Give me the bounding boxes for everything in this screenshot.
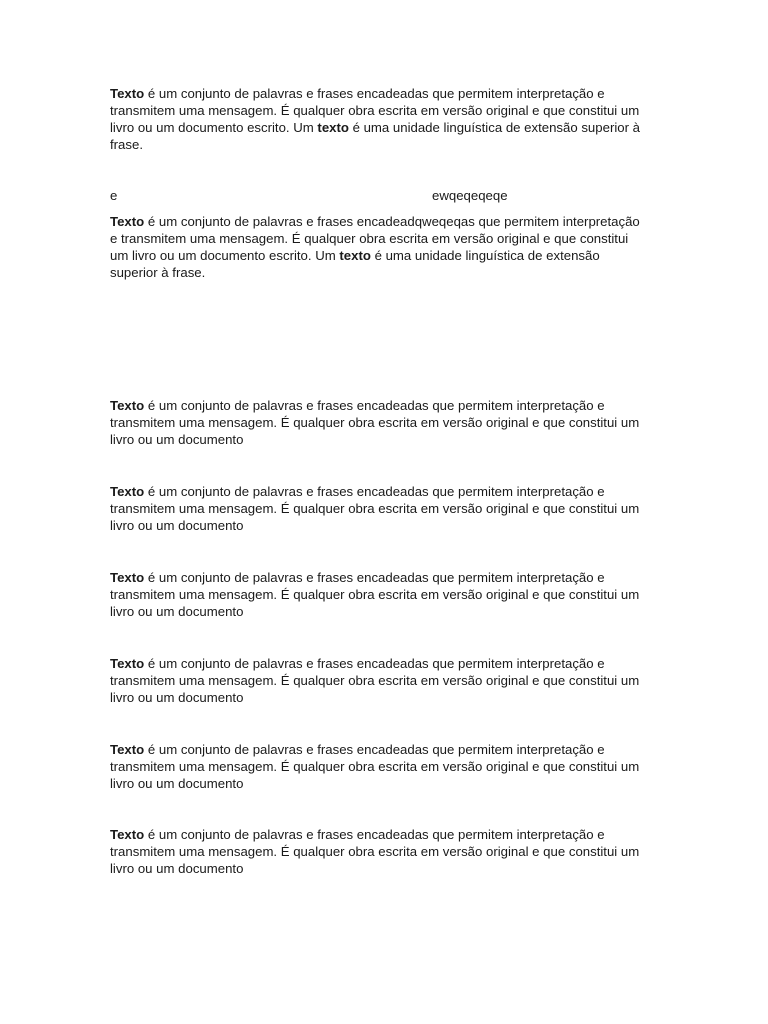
paragraph-2: [110, 213, 650, 281]
paragraph-text: é um conjunto de palavras e frases encadeadas que permitem interpretação e transmitem uma mensagem. É qualquer obra escrita em versão original e que constitui um livro ou um documento: [110, 827, 640, 876]
bold-term: Texto: [110, 656, 145, 671]
split-line-left: e: [110, 188, 118, 203]
bold-term: texto: [317, 120, 349, 135]
bold-term: Texto: [110, 214, 145, 229]
paragraph-text: é uma unidade linguística de extensão superior à frase.: [110, 120, 640, 152]
paragraph-text: é um conjunto de palavras e frases encadeadas que permitem interpretação e transmitem uma mensagem. É qualquer obra escrita em versão original e que constitui um livro ou um documento: [110, 570, 640, 619]
bold-term: Texto: [110, 484, 145, 499]
split-line: [110, 187, 650, 204]
split-line-right: ewqeqeqeqe: [432, 188, 508, 203]
repeated-paragraph: [110, 397, 650, 448]
bold-term: Texto: [110, 398, 145, 413]
paragraph-text: é um conjunto de palavras e frases encadeadas que permitem interpretação e transmitem uma mensagem. É qualquer obra escrita em versão original e que constitui um livro ou um documento: [110, 398, 640, 447]
repeated-paragraph: [110, 569, 650, 620]
bold-term: Texto: [110, 86, 145, 101]
paragraph-1: [110, 85, 650, 153]
paragraph-text: é um conjunto de palavras e frases encadeadas que permitem interpretação e transmitem uma mensagem. É qualquer obra escrita em versão original e que constitui um livro ou um documento escrito. Um: [110, 86, 640, 135]
bold-term: texto: [339, 248, 371, 263]
repeated-paragraph: [110, 483, 650, 534]
paragraph-text: é um conjunto de palavras e frases encadeadas que permitem interpretação e transmitem uma mensagem. É qualquer obra escrita em versão original e que constitui um livro ou um documento: [110, 742, 640, 791]
repeated-paragraph: [110, 826, 650, 877]
bold-term: Texto: [110, 742, 145, 757]
bold-term: Texto: [110, 827, 145, 842]
repeated-paragraph: [110, 741, 650, 792]
paragraph-text: é um conjunto de palavras e frases encadeadas que permitem interpretação e transmitem uma mensagem. É qualquer obra escrita em versão original e que constitui um livro ou um documento: [110, 656, 640, 705]
paragraph-text: é uma unidade linguística de extensão superior à frase.: [110, 248, 600, 280]
repeated-paragraph: [110, 655, 650, 706]
paragraph-text: é um conjunto de palavras e frases encadeadas que permitem interpretação e transmitem uma mensagem. É qualquer obra escrita em versão original e que constitui um livro ou um documento: [110, 484, 640, 533]
paragraph-text: é um conjunto de palavras e frases encadeadqweqeqas que permitem interpretação e transmitem uma mensagem. É qualquer obra escrita em versão original e que constitui um livro ou um documento escrito. Um: [110, 214, 640, 263]
bold-term: Texto: [110, 570, 145, 585]
